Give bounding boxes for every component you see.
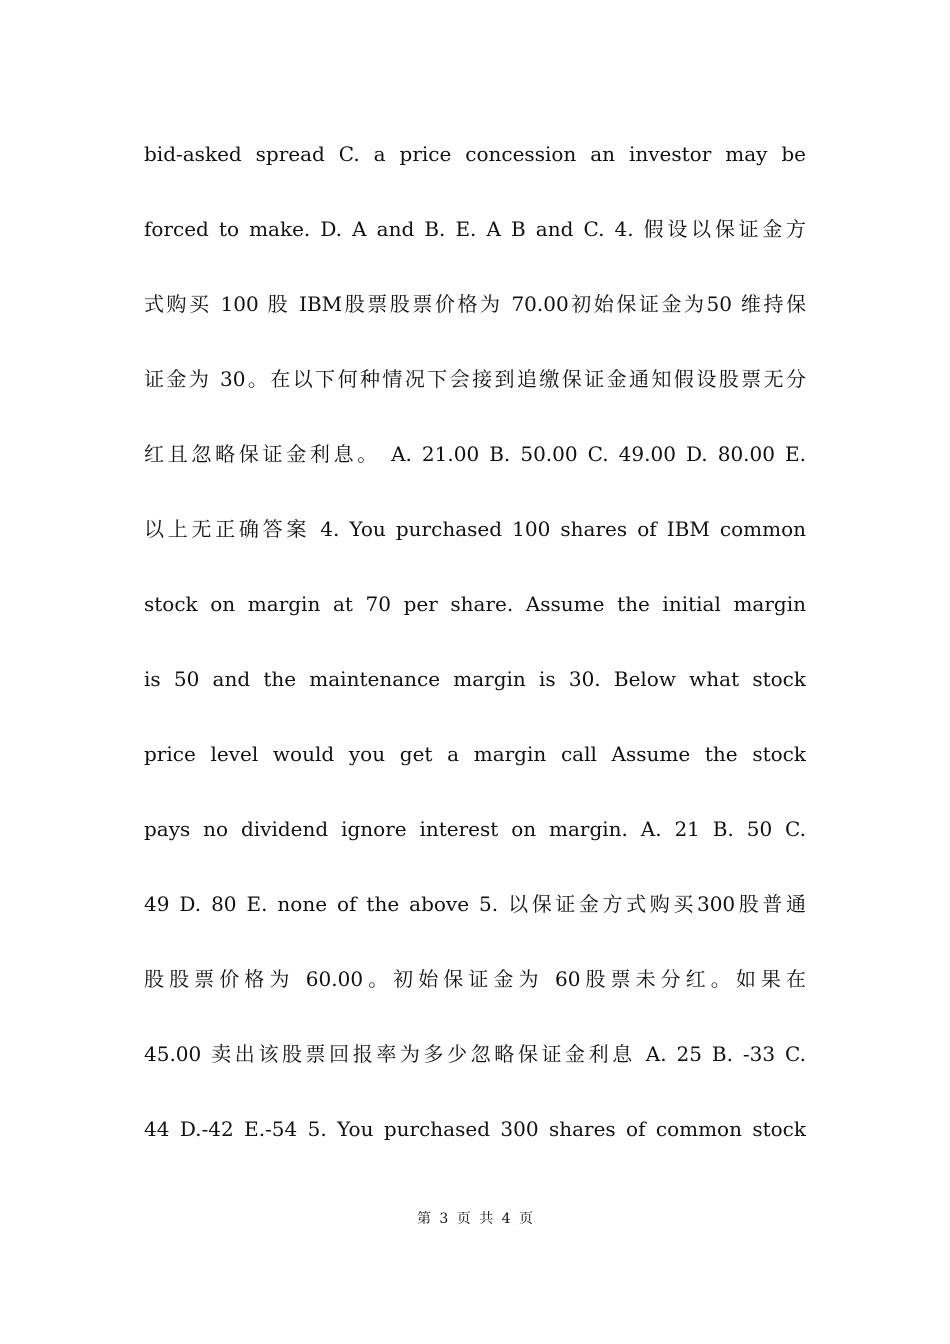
text-line: forced to make. D. A and B. E. A B and C. 4. 假设以保证金方 (144, 217, 806, 241)
body-text (144, 117, 806, 1167)
text-line: is 50 and the maintenance margin is 30. Below what stock (144, 667, 806, 691)
text-line: price level would you get a margin call Assume the stock (144, 742, 806, 766)
text-line: 式购买 100 股 IBM股票股票价格为 70.00初始保证金为50 维持保 (144, 292, 806, 316)
text-line: 45.00 卖出该股票回报率为多少忽略保证金利息 A. 25 B. -33 C. (144, 1042, 806, 1066)
page-footer: 第 3 页 共 4 页 (416, 1211, 534, 1227)
text-line: 49 D. 80 E. none of the above 5. 以保证金方式购买300股普通 (144, 892, 806, 916)
text-line: pays no dividend ignore interest on margin. A. 21 B. 50 C. (144, 817, 806, 841)
text-line: bid-asked spread C. a price concession an investor may be (144, 142, 806, 166)
text-line: 44 D.-42 E.-54 5. You purchased 300 shares of common stock (144, 1117, 806, 1141)
text-line: 股股票价格为 60.00。初始保证金为 60股票未分红。如果在 (144, 967, 806, 991)
text-line: 以上无正确答案 4. You purchased 100 shares of IBM common (144, 517, 806, 541)
text-line: stock on margin at 70 per share. Assume the initial margin (144, 592, 806, 616)
text-line: 红且忽略保证金利息。 A. 21.00 B. 50.00 C. 49.00 D. 80.00 E. (144, 442, 806, 466)
text-line: 证金为 30。在以下何种情况下会接到追缴保证金通知假设股票无分 (144, 367, 806, 391)
